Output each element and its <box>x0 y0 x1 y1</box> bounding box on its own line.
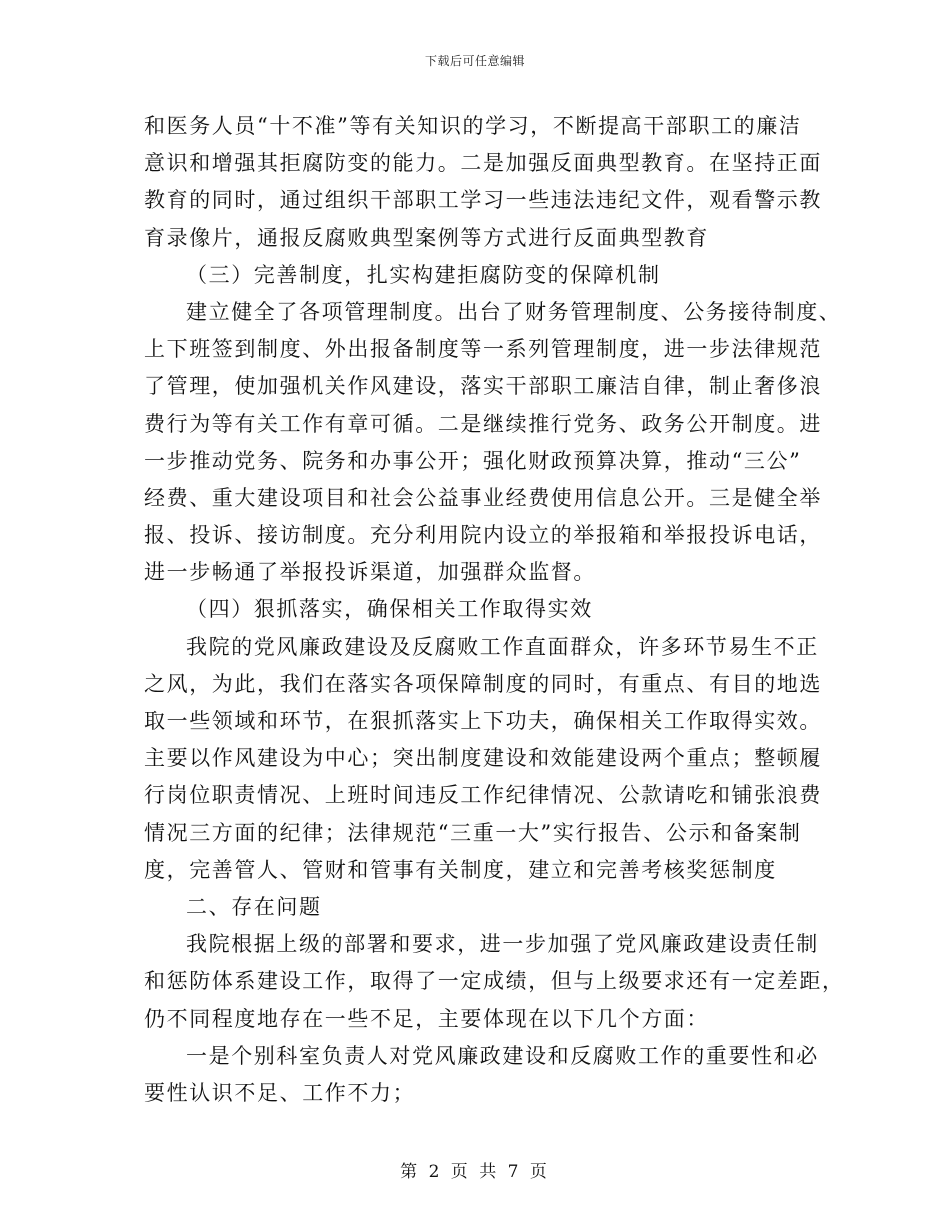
body-line: 行岗位职责情况、上班时间违反工作纪律情况、公款请吃和铺张浪费 <box>144 783 822 808</box>
body-line: 育录像片，通报反腐败典型案例等方式进行反面典型教育 <box>144 225 709 250</box>
page-number-footer: 第 2 页 共 7 页 <box>400 1162 550 1182</box>
document-body <box>144 108 845 1112</box>
body-line: 教育的同时，通过组织干部职工学习一些违法违纪文件，观看警示教 <box>144 188 822 213</box>
body-line: 和惩防体系建设工作，取得了一定成绩，但与上级要求还有一定差距， <box>144 969 845 994</box>
body-line: 之风，为此，我们在落实各项保障制度的同时，有重点、有目的地选 <box>144 671 822 696</box>
body-line: 建立健全了各项管理制度。出台了财务管理制度、公务接待制度、 <box>186 299 842 324</box>
body-line: 一是个别科室负责人对党风廉政建设和反腐败工作的重要性和必 <box>186 1043 819 1068</box>
body-line: 取一些领域和环节，在狠抓落实上下功夫，确保相关工作取得实效。 <box>144 709 822 733</box>
section-heading-problems: 二、存在问题 <box>186 894 322 919</box>
body-line: 进一步畅通了举报投诉渠道，加强群众监督。 <box>144 560 596 585</box>
section-heading-4: （四）狠抓落实，确保相关工作取得实效 <box>186 597 593 622</box>
section-heading-3: （三）完善制度，扎实构建拒腐防变的保障机制 <box>186 262 661 287</box>
body-line: 上下班签到制度、外出报备制度等一系列管理制度，进一步法律规范 <box>144 337 822 362</box>
body-line: 报、投诉、接访制度。充分利用院内设立的举报箱和举报投诉电话， <box>144 523 822 548</box>
body-line: 费行为等有关工作有章可循。二是继续推行党务、政务公开制度。进 <box>144 411 822 436</box>
body-line: 和医务人员“十不准”等有关知识的学习，不断提高干部职工的廉洁 <box>144 114 802 138</box>
body-line: 情况三方面的纪律；法律规范“三重一大”实行报告、公示和备案制 <box>144 820 802 845</box>
body-line: 我院根据上级的部署和要求，进一步加强了党风廉政建设责任制 <box>186 932 819 957</box>
body-line: 主要以作风建设为中心；突出制度建设和效能建设两个重点；整顿履 <box>144 746 822 771</box>
body-line: 一步推动党务、院务和办事公开；强化财政预算决算，推动“三公” <box>144 448 802 473</box>
page-header: 下载后可任意编辑 <box>424 54 525 68</box>
body-line: 度，完善管人、管财和管事有关制度，建立和完善考核奖惩制度 <box>144 857 777 882</box>
body-line: 要性认识不足、工作不力； <box>144 1080 416 1105</box>
body-line: 意识和增强其拒腐防变的能力。二是加强反面典型教育。在坚持正面 <box>144 151 822 176</box>
body-line: 仍不同程度地存在一些不足，主要体现在以下几个方面： <box>144 1006 709 1031</box>
body-line: 我院的党风廉政建设及反腐败工作直面群众，许多环节易生不正 <box>186 634 819 659</box>
body-line: 经费、重大建设项目和社会公益事业经费使用信息公开。三是健全举 <box>144 485 822 510</box>
body-line: 了管理，使加强机关作风建设，落实干部职工廉洁自律，制止奢侈浪 <box>144 374 822 399</box>
